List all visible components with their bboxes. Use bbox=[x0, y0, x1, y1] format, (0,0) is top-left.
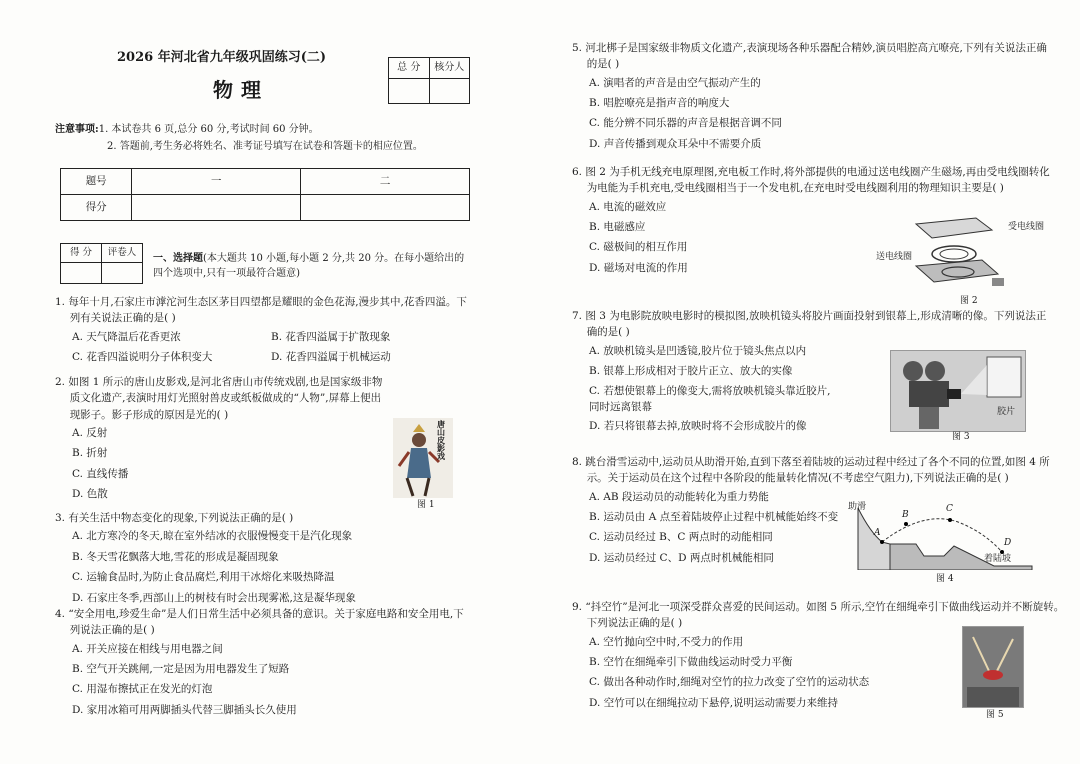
label-b: B bbox=[902, 510, 909, 520]
diabolo-illustration bbox=[963, 627, 1023, 707]
option-b: B. 电磁感应 bbox=[589, 221, 646, 233]
score-table-cell-part2 bbox=[301, 195, 470, 221]
section-label: 一、选择题 bbox=[153, 253, 203, 264]
option-a: A. 放映机镜头是凹透镜,胶片位于镜头焦点以内 bbox=[589, 344, 807, 357]
question-stem: 1. 每年十月,石家庄市滹沱河生态区茅目四望都是耀眼的金色花海,漫步其中,花香四溢。下列有关说法正确的是( ) bbox=[55, 296, 467, 325]
checker-cell bbox=[429, 79, 470, 104]
score-table-header-number: 题号 bbox=[61, 169, 132, 195]
label-d: D bbox=[1004, 538, 1012, 548]
option-d: D. 空竹可以在细绳拉动下悬停,说明运动需要力来维持 bbox=[589, 696, 839, 709]
option-c: C. 运输食品时,为防止食品腐烂,利用干冰熔化来吸热降温 bbox=[72, 571, 335, 584]
grader-score-label: 得 分 bbox=[61, 244, 102, 263]
grader-name-cell bbox=[102, 263, 143, 284]
option-a: A. 反射 bbox=[72, 426, 108, 439]
score-table-cell-part1 bbox=[132, 195, 301, 221]
option-a: A. 天气降温后花香更浓 bbox=[72, 330, 181, 343]
option-b: B. 空竹在细绳牵引下做曲线运动时受力平衡 bbox=[589, 656, 793, 668]
label-landing-slope: 着陆坡 bbox=[984, 554, 1012, 564]
question-stem: 7. 图 3 为电影院放映电影时的模拟图,放映机镜头将胶片画面投射到银幕上,形成清晰的像。下列说法正确的是( ) bbox=[572, 310, 1047, 339]
figure-3-caption: 图 3 bbox=[952, 432, 970, 442]
section-intro bbox=[153, 252, 473, 281]
option-b: B. 运动员由 A 点至着陆坡停止过程中机械能始终不变 bbox=[589, 511, 839, 523]
option-d: D. 花香四溢属于机械运动 bbox=[271, 351, 391, 363]
option-a: A. 演唱者的声音是由空气振动产生的 bbox=[589, 76, 761, 89]
question-stem: 5. 河北梆子是国家级非物质文化遗产,表演现场各种乐器配合精妙,演员唱腔高亢嘹亮,下列有关说法正确的是( ) bbox=[572, 42, 1047, 71]
label-a: A bbox=[874, 528, 881, 538]
projector-illustration bbox=[891, 351, 1025, 431]
question-stem: 2. 如图 1 所示的唐山皮影戏,是河北省唐山市传统戏剧,也是国家级非物质文化遗产,表演时用灯光照射兽皮或纸板做成的“人物”,屏幕上便出现影子。影子形成的原因是光的( ) bbox=[55, 376, 383, 421]
film-label: 胶片 bbox=[997, 407, 1016, 417]
question-1 bbox=[55, 294, 470, 367]
question-stem: 6. 图 2 为手机无线充电原理图,充电板工作时,将外部提供的电通过送电线圈产生磁场,再由受电线圈转化为电能为手机充电,受电线圈相当于一个发电机,在充电时受电线圈利用的物理知识主要是( ) bbox=[572, 166, 1050, 195]
figure-4-caption: 图 4 bbox=[936, 574, 954, 584]
label-c: C bbox=[946, 504, 953, 514]
total-score-cell bbox=[389, 79, 430, 104]
question-stem: 3. 有关生活中物态变化的现象,下列说法正确的是( ) bbox=[55, 512, 294, 524]
score-table bbox=[60, 168, 470, 221]
figure-2-wireless-charging bbox=[876, 216, 1047, 296]
total-score-label: 总 分 bbox=[389, 58, 430, 79]
option-c: C. 运动员经过 B、C 两点时的动能相同 bbox=[589, 531, 773, 544]
option-d: D. 色散 bbox=[72, 488, 108, 501]
figure-5-diabolo bbox=[962, 626, 1024, 708]
option-b: B. 冬天雪花飘落大地,雪花的形成是凝固现象 bbox=[72, 550, 279, 563]
score-table-row-label: 得分 bbox=[61, 195, 132, 221]
score-table-header-part1: 一 bbox=[132, 169, 301, 195]
option-d: D. 若只将银幕去掉,放映时将不会形成胶片的像 bbox=[589, 419, 807, 432]
option-c: C. 用湿布擦拭正在发光的灯泡 bbox=[72, 683, 213, 696]
exam-title: 2026 年河北省九年级巩固练习(二) bbox=[117, 50, 327, 65]
question-3 bbox=[55, 510, 470, 608]
option-a: A. AB 段运动员的动能转化为重力势能 bbox=[589, 490, 769, 503]
option-b: B. 空气开关跳闸,一定是因为用电器发生了短路 bbox=[72, 663, 290, 675]
option-a: A. 电流的磁效应 bbox=[589, 200, 667, 213]
question-stem: 9. “抖空竹”是河北一项深受群众喜爱的民间运动。如图 5 所示,空竹在细绳牵引下做曲线运动并不断旋转。下列说法正确的是( ) bbox=[572, 601, 1065, 630]
option-b: B. 花香四溢属于扩散现象 bbox=[271, 330, 391, 343]
section-text: (本大题共 10 小题,每小题 2 分,共 20 分。在每小题给出的四个选项中,只有一项最符合题意) bbox=[153, 253, 465, 279]
notes-label: 注意事项: bbox=[55, 124, 99, 135]
option-c: C. 磁极间的相互作用 bbox=[589, 241, 688, 254]
option-c: C. 直线传播 bbox=[72, 467, 129, 480]
question-stem: 4. “安全用电,珍爱生命”是人们日常生活中必须具备的意识。关于家庭电路和安全用电,下列说法正确的是( ) bbox=[55, 608, 464, 637]
option-b: B. 折射 bbox=[72, 447, 108, 460]
figure-2-caption: 图 2 bbox=[960, 296, 978, 306]
figure-4-ski-jump bbox=[848, 502, 1034, 570]
option-c: C. 花香四溢说明分子体积变大 bbox=[72, 351, 213, 363]
notes-line-2: 2. 答题前,考生务必将姓名、准考证号填写在试卷和答题卡的相应位置。 bbox=[107, 140, 423, 152]
figure-5-caption: 图 5 bbox=[986, 710, 1004, 720]
figure-3-projector bbox=[890, 350, 1026, 432]
option-d: D. 运动员经过 C、D 两点时机械能相同 bbox=[589, 551, 774, 564]
option-a: A. 北方寒冷的冬天,晾在室外结冰的衣服慢慢变干是汽化现象 bbox=[72, 530, 353, 543]
grader-score-cell bbox=[61, 263, 102, 284]
option-b: B. 唱腔嘹亮是指声音的响度大 bbox=[589, 97, 730, 109]
label-ramp: 助滑 bbox=[848, 502, 867, 512]
option-b: B. 银幕上形成相对于胶片正立、放大的实像 bbox=[589, 365, 793, 377]
option-a: A. 空竹抛向空中时,不受力的作用 bbox=[589, 635, 744, 648]
option-c: C. 做出各种动作时,细绳对空竹的拉力改变了空竹的运动状态 bbox=[589, 676, 870, 689]
figure-1-caption: 图 1 bbox=[417, 500, 435, 510]
subject-title: 物理 bbox=[213, 78, 269, 102]
total-score-box bbox=[388, 57, 470, 104]
option-a: A. 开关应接在相线与用电器之间 bbox=[72, 642, 223, 655]
charging-diagram-illustration bbox=[912, 216, 1007, 296]
figure-1-text: 唐山皮影戏 bbox=[437, 419, 445, 461]
score-table-header-part2: 二 bbox=[301, 169, 470, 195]
question-4 bbox=[55, 606, 470, 720]
transmitter-coil-label: 送电线圈 bbox=[876, 252, 913, 262]
exam-notes bbox=[55, 124, 470, 153]
question-5 bbox=[572, 40, 1050, 154]
figure-1-shadow-puppet bbox=[393, 418, 453, 498]
question-stem: 8. 跳台滑雪运动中,运动员从助滑开始,直到下落至着陆坡的运动过程中经过了各个不同的位置,如图 4 所示。关于运动员在这个过程中各阶段的能量转化情况(不考虑空气阻力),下列说法正确的是( ) bbox=[572, 456, 1050, 485]
option-d: D. 家用冰箱可用两脚插头代替三脚插头长久使用 bbox=[72, 703, 297, 716]
checker-label: 核分人 bbox=[429, 58, 470, 79]
option-d: D. 声音传播到观众耳朵中不需要介质 bbox=[589, 137, 762, 150]
option-c: C. 若想使银幕上的像变大,需将放映机镜头靠近胶片,同时远离银幕 bbox=[589, 385, 831, 414]
question-2 bbox=[55, 374, 385, 505]
section-grader-box bbox=[60, 243, 143, 284]
grader-name-label: 评卷人 bbox=[102, 244, 143, 263]
option-c: C. 能分辨不同乐器的声音是根据音调不同 bbox=[589, 117, 782, 130]
option-d: D. 磁场对电流的作用 bbox=[589, 261, 688, 274]
notes-line-1: 1. 本试卷共 6 页,总分 60 分,考试时间 60 分钟。 bbox=[98, 124, 319, 135]
receiver-coil-label: 受电线圈 bbox=[1008, 222, 1045, 232]
option-d: D. 石家庄冬季,西部山上的树枝有时会出现雾凇,这是凝华现象 bbox=[72, 591, 356, 604]
